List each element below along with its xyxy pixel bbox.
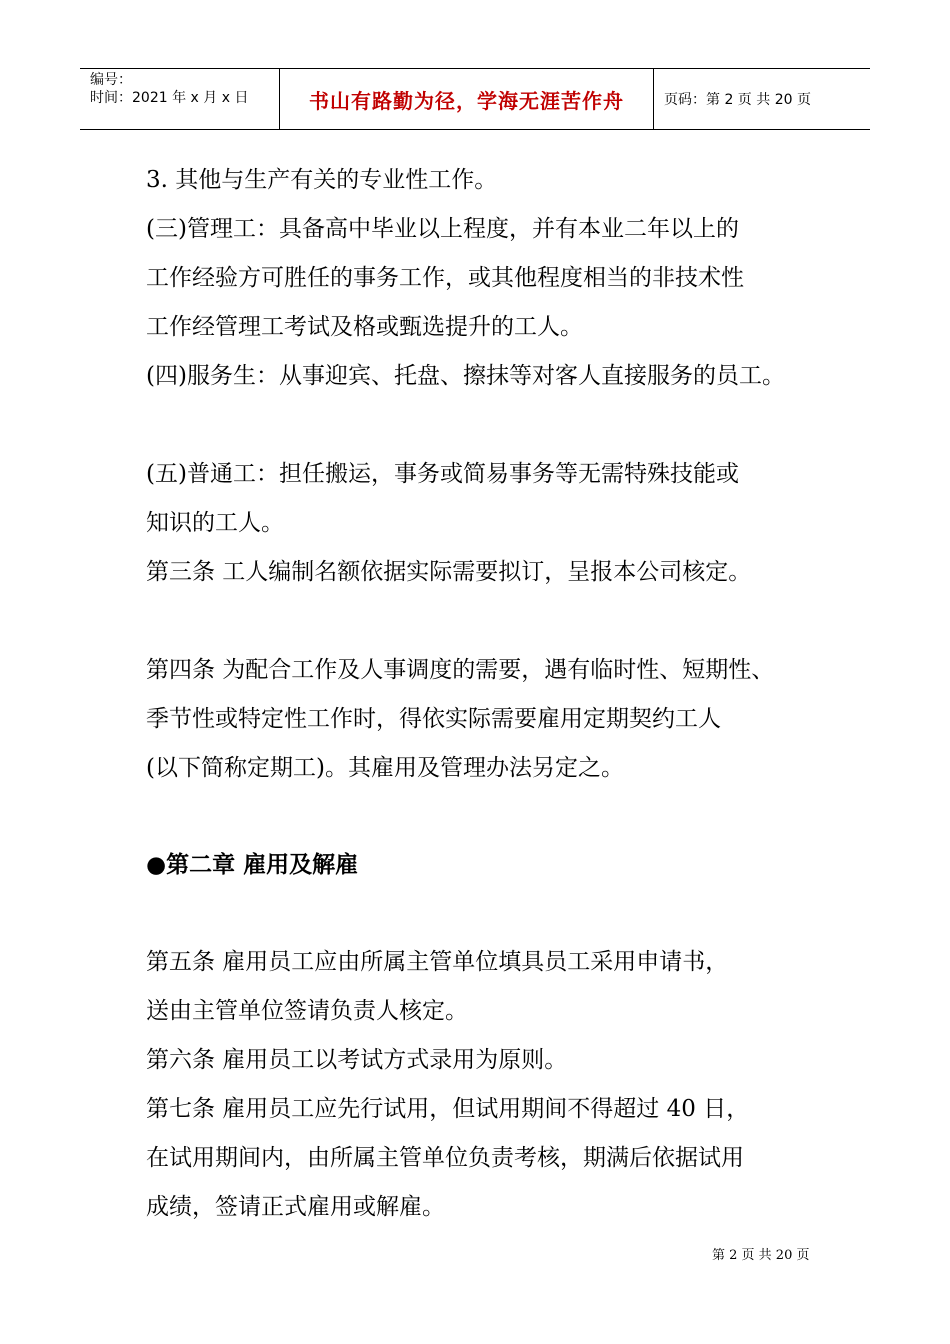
body-line: 送由主管单位签请负责人核定。 xyxy=(146,998,468,1024)
page-footer: 第 2 页 共 20 页 xyxy=(712,1248,810,1263)
body-line: 第三条 工人编制名额依据实际需要拟订，呈报本公司核定。 xyxy=(146,559,752,585)
body-line: 第五条 雇用员工应由所属主管单位填具员工采用申请书， xyxy=(146,949,729,975)
body-line: (以下简称定期工)。其雇用及管理办法另定之。 xyxy=(146,755,624,781)
body-line-blank xyxy=(146,597,836,646)
body-line: 工作经验方可胜任的事务工作，或其他程度相当的非技术性 xyxy=(146,265,744,291)
date-line: 时间：2021 年 x 月 x 日 xyxy=(90,90,249,106)
body-line: (三)管理工：具备高中毕业以上程度，并有本业二年以上的 xyxy=(146,216,739,242)
header-page-info: 页码：第 2 页 共 20 页 xyxy=(664,92,811,108)
body-line: (五)普通工：担任搬运，事务或简易事务等无需特殊技能或 xyxy=(146,461,739,487)
section-gap xyxy=(146,890,836,938)
chapter-heading: ●第二章 雇用及解雇 xyxy=(146,852,359,878)
body-line-blank xyxy=(146,401,836,450)
body-line: 第七条 雇用员工应先行试用，但试用期间不得超过 40 日， xyxy=(146,1096,750,1122)
body-line: (四)服务生：从事迎宾、托盘、擦抹等对客人直接服务的员工。 xyxy=(146,363,785,389)
page-header xyxy=(80,68,870,130)
body-line: 第六条 雇用员工以考试方式录用为原则。 xyxy=(146,1047,568,1073)
body-line: 工作经管理工考试及格或甄选提升的工人。 xyxy=(146,314,583,340)
header-meta xyxy=(80,69,280,129)
header-motto: 书山有路勤为径，学海无涯苦作舟 xyxy=(280,69,654,129)
body-line: 季节性或特定性工作时，得依实际需要雇用定期契约工人 xyxy=(146,706,721,732)
document-body xyxy=(146,156,836,1232)
body-line: 3. 其他与生产有关的专业性工作。 xyxy=(146,167,498,193)
section-gap xyxy=(146,793,836,841)
body-line: 成绩，签请正式雇用或解雇。 xyxy=(146,1194,445,1220)
body-line: 知识的工人。 xyxy=(146,510,284,536)
body-line: 在试用期间内，由所属主管单位负责考核，期满后依据试用 xyxy=(146,1145,744,1171)
serial-label: 编号： xyxy=(90,72,132,88)
body-line: 第四条 为配合工作及人事调度的需要，遇有临时性、短期性、 xyxy=(146,657,775,683)
